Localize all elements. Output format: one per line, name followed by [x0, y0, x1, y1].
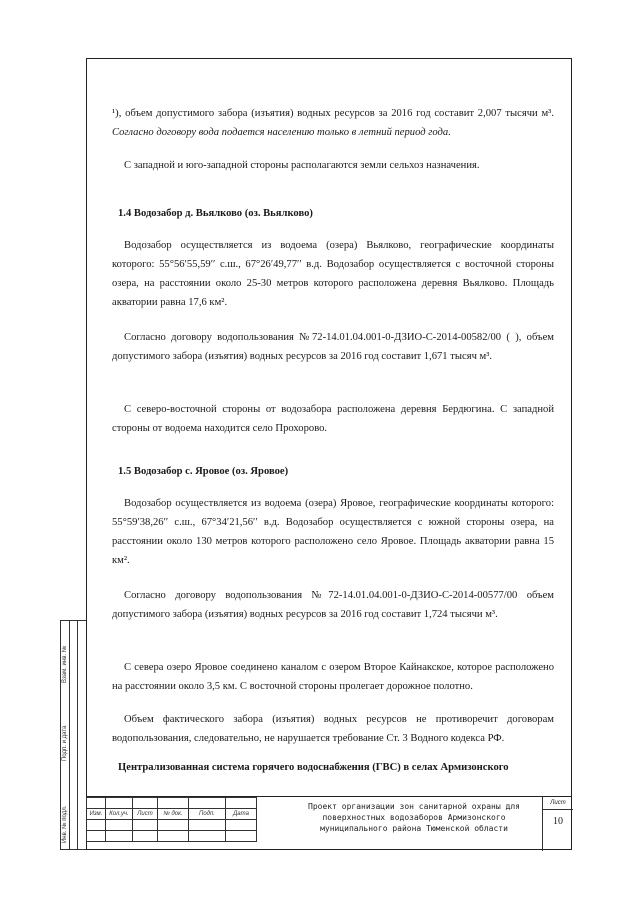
paragraph: Водозабор осуществляется из водоема (озера) Вьялково, географические координаты которого: 55°56′55,59′′ с.ш., 67°26′49,77′′ в.д. Водозабор осуществляется с восточной стороны озера, на расстоянии около 25-30 метров которого расположена деревня Вьялково. Площадь акватории равна 17,6 км².	[112, 240, 554, 308]
stamp-col-label: Изм.	[87, 809, 106, 820]
paragraph-italic: Согласно договору вода подается населению только в летний период года.	[112, 127, 451, 138]
stamp-cell	[106, 798, 133, 809]
sheet-label: Лист	[543, 797, 573, 810]
left-stamp-strip	[60, 620, 86, 850]
strip-divider	[77, 621, 78, 849]
stamp-cell	[189, 820, 226, 831]
stamp-cell	[189, 798, 226, 809]
stamp-cell	[87, 831, 106, 842]
stamp-cell	[158, 820, 189, 831]
paragraph: Водозабор осуществляется из водоема (озера) Яровое, географические координаты которого: 55°59′38,26′′ с.ш., 67°34′21,56′′ в.д. Водозабор осуществляется с южной стороны озера, на расстоянии около 130 метров которого расположено село Яровое. Площадь акватории равна 15 км².	[112, 498, 554, 566]
stamp-cell	[189, 831, 226, 842]
project-title-line: муниципального района Тюменской области	[320, 824, 508, 833]
paragraph: Согласно договору водопользования №72-14.01.04.001-0-ДЗИО-С-2014-00582/00 ( ), объем допустимого забора (изъятия) водных ресурсов за 2016 год составит 1,671 тысяч м³.	[112, 332, 554, 362]
stamp-cell	[226, 798, 257, 809]
strip-divider	[69, 621, 70, 849]
sheet-box	[542, 797, 573, 851]
stamp-cell	[226, 820, 257, 831]
stamp-cell	[87, 798, 106, 809]
paragraph: Согласно договору водопользования №72-14.01.04.001-0-ДЗИО-С-2014-00577/00 объем допустимого забора (изъятия) водных ресурсов за 2016 год составит 1,724 тысячи м³.	[112, 590, 554, 620]
paragraph: С западной и юго-западной стороны располагаются земли сельхоз назначения.	[124, 160, 480, 171]
paragraph: С северо-восточной стороны от водозабора расположена деревня Бердюгина. С западной стороны от водоема находится село Прохорово.	[112, 404, 554, 434]
stamp-col-label: Подп.	[189, 809, 226, 820]
stamp-col-label: Лист	[133, 809, 158, 820]
stamp-col-label: Дата	[226, 809, 257, 820]
stamp-cell	[158, 798, 189, 809]
project-title-line: поверхностных водозаборов Армизонского	[322, 813, 506, 822]
paragraph: Объем фактического забора (изъятия) водных ресурсов не противоречит договорам водопользования, следовательно, не нарушается требование Ст. 3 Водного кодекса РФ.	[112, 714, 554, 744]
stamp-col-label: № док.	[158, 809, 189, 820]
stamp-cell	[106, 820, 133, 831]
stamp-cell	[133, 831, 158, 842]
project-title	[286, 801, 542, 834]
stamp-cell	[226, 831, 257, 842]
side-label: Инв. № подл.	[62, 805, 68, 843]
stamp-grid	[86, 797, 257, 842]
paragraph	[112, 104, 554, 142]
paragraph: С севера озеро Яровое соединено каналом с озером Второе Кайнакское, которое расположено на расстоянии около 3,5 км. С восточной стороны пролегает дорожное полотно.	[112, 662, 554, 692]
stamp-col-label: Кол.уч.	[106, 809, 133, 820]
side-label: Подп. и дата	[62, 725, 68, 761]
section-heading-1-4: 1.4 Водозабор д. Вьялково (оз. Вьялково)	[118, 208, 313, 219]
project-title-line: Проект организации зон санитарной охраны для	[308, 802, 520, 811]
stamp-cell	[133, 798, 158, 809]
sheet-number: 10	[553, 816, 563, 827]
title-block	[86, 796, 572, 851]
stamp-cell	[106, 831, 133, 842]
section-heading-1-5: 1.5 Водозабор с. Яровое (оз. Яровое)	[118, 466, 289, 477]
section-heading-gvs: Централизованная система горячего водоснабжения (ГВС) в селах Армизонского	[118, 762, 509, 773]
side-label: Взам. инв. №	[62, 645, 68, 683]
stamp-cell	[133, 820, 158, 831]
stamp-cell	[87, 820, 106, 831]
paragraph-text: ¹), объем допустимого забора (изъятия) водных ресурсов за 2016 год составит 2,007 тысячи м³.	[112, 108, 554, 119]
stamp-cell	[158, 831, 189, 842]
